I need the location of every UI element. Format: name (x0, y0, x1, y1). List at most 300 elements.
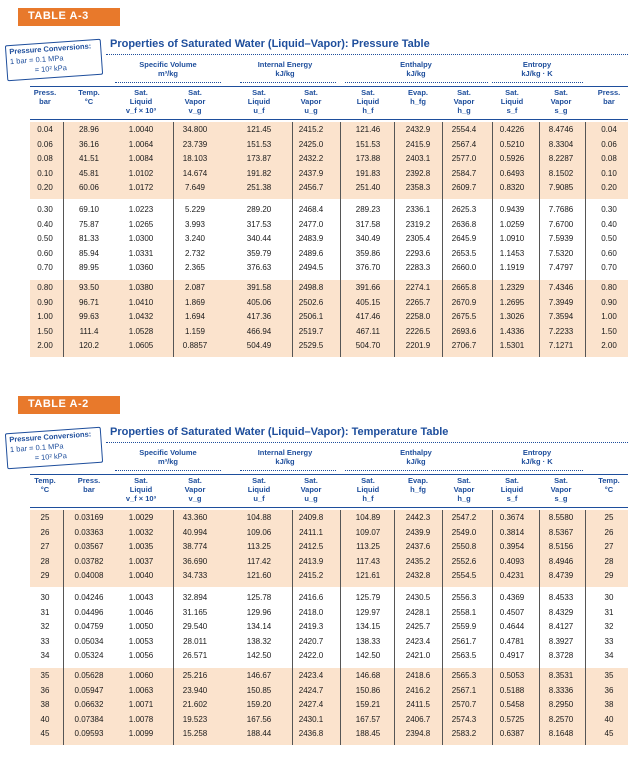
column-header-line2: Vapor (453, 485, 475, 494)
column-header-line3: h_g (457, 106, 471, 115)
column-header-line1: Sat. (554, 476, 568, 485)
table-cell: 2670.9 (451, 297, 477, 307)
title-dotted-rule (106, 442, 628, 443)
table-cell: 99.63 (78, 312, 100, 322)
table-cell: 376.70 (355, 263, 381, 273)
table-cell: 2419.3 (298, 622, 324, 632)
table-cell: 38 (40, 700, 50, 710)
table-cell: 1.0380 (128, 283, 154, 292)
table-cell: 2498.8 (298, 283, 324, 292)
table-cell: 0.9439 (499, 205, 525, 214)
table-cell: 151.53 (246, 139, 272, 149)
table-cell: 1.0300 (128, 234, 154, 244)
table-cell: 2693.6 (451, 326, 477, 336)
table-cell: 32.894 (182, 593, 208, 602)
internal-energy-label: Internal Energy (257, 60, 313, 69)
table-cell: 29 (604, 571, 614, 581)
table-cell: 26.571 (182, 651, 208, 661)
table-cell: 1.694 (184, 312, 206, 322)
table-cell: 1.0037 (128, 556, 154, 566)
table-cell: 121.46 (355, 125, 381, 134)
table-cell: 14.674 (182, 168, 208, 178)
table-cell: 7.9085 (548, 183, 574, 193)
entropy-group-header (477, 448, 597, 466)
table-cell: 1.5301 (499, 341, 525, 351)
column-header-line3: v_f × 10³ (125, 106, 157, 115)
specific-volume-label: Specific Volume (139, 448, 197, 457)
specific-volume-group-header (108, 448, 228, 466)
table-cell: 2554.4 (451, 125, 477, 134)
table-cell: 36 (40, 685, 50, 695)
conversion-line-2: = 10² kPa (34, 451, 68, 463)
table-cell: 167.57 (355, 714, 381, 724)
table-cell: 0.05324 (74, 651, 104, 661)
table-cell: 81.33 (78, 234, 100, 244)
table-cell: 1.0102 (128, 168, 154, 178)
table-cell: 2559.9 (451, 622, 477, 632)
table-cell: 2436.8 (298, 729, 324, 739)
table-cell: 2477.0 (298, 219, 324, 229)
table-cell: 0.04 (601, 125, 617, 134)
table-cell: 391.58 (246, 283, 272, 292)
table-cell: 2609.7 (451, 183, 477, 193)
table-cell: 405.06 (246, 297, 272, 307)
column-divider (63, 122, 64, 357)
table-cell: 1.2695 (499, 297, 525, 307)
column-header (63, 88, 115, 106)
table-cell: 15.258 (182, 729, 208, 739)
table-cell: 28.96 (78, 125, 100, 134)
table-cell: 8.3927 (548, 636, 574, 646)
column-header (167, 476, 223, 503)
specific-volume-units: m³/kg (157, 69, 178, 78)
table-cell: 111.4 (79, 326, 99, 336)
table-cell: 89.95 (78, 263, 100, 273)
table-cell: 2432.8 (405, 571, 431, 581)
table-cell: 0.06632 (74, 700, 104, 710)
table-cell: 18.103 (182, 154, 208, 164)
table-cell: 2.732 (184, 248, 206, 258)
table-cell: 1.1919 (499, 263, 525, 273)
table-cell: 8.2570 (548, 714, 574, 724)
table-cell: 1.0060 (128, 671, 154, 680)
table-cell: 7.649 (184, 183, 206, 193)
title-dotted-rule (106, 54, 628, 55)
table-cell: 31 (604, 607, 614, 617)
table-cell: 2552.6 (451, 556, 477, 566)
table-cell: 2265.7 (405, 297, 431, 307)
table-cell: 2358.3 (405, 183, 431, 193)
table-cell: 2556.3 (451, 593, 477, 602)
table-cell: 2665.8 (451, 283, 477, 292)
header-bottom-rule (30, 507, 628, 508)
table-cell: 0.09593 (74, 729, 104, 739)
table-cell: 41.51 (78, 154, 100, 164)
table-cell: 359.79 (246, 248, 272, 258)
table-cell: 1.0029 (128, 513, 154, 522)
table-cell: 1.159 (184, 326, 206, 336)
column-header (343, 88, 393, 115)
table-cell: 0.40 (601, 219, 617, 229)
table-cell: 2565.3 (451, 671, 477, 680)
table-cell: 2.365 (184, 263, 206, 273)
table-cell: 2418.0 (298, 607, 324, 617)
column-header-line3: h_f (362, 106, 374, 115)
column-header-line1: Sat. (361, 88, 375, 97)
column-header-line3: °C (84, 97, 94, 106)
table-cell: 1.869 (184, 297, 206, 307)
column-header-line2: Vapor (300, 97, 322, 106)
table-cell: 2226.5 (405, 326, 431, 336)
table-cell: 19.523 (182, 714, 208, 724)
table-cell: 142.50 (355, 651, 381, 661)
table-cell: 8.5580 (548, 513, 574, 522)
column-header-line2: Liquid (247, 485, 271, 494)
table-cell: 466.94 (246, 326, 272, 336)
column-header (25, 88, 65, 106)
table-cell: 251.38 (246, 183, 272, 193)
column-header-line3: °C (604, 485, 614, 494)
table-cell: 159.21 (355, 700, 381, 710)
table-cell: 1.0035 (128, 542, 154, 552)
table-cell: 117.43 (356, 556, 380, 566)
column-header-line2: Liquid (356, 97, 380, 106)
table-cell: 340.49 (355, 234, 381, 244)
table-cell: 7.6700 (548, 219, 574, 229)
table-cell: 2420.7 (298, 636, 324, 646)
table-cell: 0.3674 (499, 513, 525, 522)
table-cell: 2413.9 (298, 556, 324, 566)
table-cell: 0.50 (37, 234, 53, 244)
table-cell: 2.00 (37, 341, 53, 351)
table-cell: 251.40 (355, 183, 381, 193)
column-header (488, 476, 536, 503)
internal-energy-underline (240, 82, 336, 83)
table-cell: 1.0360 (128, 263, 154, 273)
table-cell: 0.5210 (499, 139, 525, 149)
table-cell: 2409.8 (298, 513, 324, 522)
table-cell: 45 (40, 729, 50, 739)
table-cell: 2274.1 (405, 283, 431, 292)
table-cell: 159.20 (246, 700, 272, 710)
table-cell: 2653.5 (451, 248, 477, 258)
table-cell: 2577.0 (451, 154, 477, 164)
table-cell: 5.229 (184, 205, 206, 214)
table-cell: 0.06 (601, 139, 617, 149)
table-cell: 33 (40, 636, 50, 646)
column-header-line1: Sat. (134, 476, 148, 485)
specific-volume-underline (115, 82, 221, 83)
table-cell: 8.4739 (548, 571, 574, 581)
table-cell: 38.774 (182, 542, 208, 552)
table-cell: 0.03567 (74, 542, 104, 552)
table-cell: 7.4346 (548, 283, 574, 292)
table-cell: 60.06 (78, 183, 100, 193)
table-cell: 0.90 (601, 297, 617, 307)
conversion-line-1: 1 bar = 0.1 MPa (9, 53, 64, 67)
table-cell: 0.4369 (499, 593, 525, 602)
column-header (589, 88, 629, 106)
table-cell: 1.0265 (128, 219, 154, 229)
table-cell: 2305.4 (405, 234, 431, 244)
table-cell: 7.1271 (548, 341, 574, 351)
table-cell: 504.70 (355, 341, 381, 351)
table-cell: 1.0099 (128, 729, 154, 739)
table-cell: 2416.2 (405, 685, 431, 695)
column-divider (340, 122, 341, 357)
table-cell: 0.10 (37, 168, 53, 178)
table-cell: 7.3949 (548, 297, 574, 307)
table-cell: 43.360 (182, 513, 208, 522)
table-cell: 2319.2 (405, 219, 431, 229)
table-cell: 129.96 (246, 607, 272, 617)
table-cell: 2411.5 (406, 700, 430, 710)
table-cell: 2550.8 (451, 542, 477, 552)
entropy-units: kJ/kg · K (521, 457, 553, 466)
table-cell: 0.20 (601, 183, 617, 193)
column-header-line1: Sat. (505, 88, 519, 97)
table-cell: 1.4336 (499, 326, 525, 336)
column-header (536, 88, 586, 115)
table-cell: 2660.0 (451, 263, 477, 273)
table-cell: 188.44 (246, 729, 272, 739)
table-cell: 2583.2 (451, 729, 477, 739)
internal-energy-label: Internal Energy (257, 448, 313, 457)
table-cell: 0.60 (601, 248, 617, 258)
table-cell: 2416.6 (298, 593, 324, 602)
table-cell: 38 (604, 700, 614, 710)
table-cell: 191.83 (355, 168, 381, 178)
table-cell: 0.90 (37, 297, 53, 307)
table-cell: 23.739 (182, 139, 208, 149)
table-cell: 1.0063 (128, 685, 154, 695)
table-cell: 121.61 (355, 571, 381, 581)
table-cell: 8.3531 (548, 671, 574, 680)
column-header-line1: Sat. (188, 88, 202, 97)
table-cell: 0.40 (37, 219, 53, 229)
column-divider (585, 122, 586, 357)
table-cell: 2468.4 (298, 205, 324, 214)
column-header-line3: h_fg (410, 97, 426, 106)
column-header (440, 88, 488, 115)
table-cell: 0.5053 (499, 671, 525, 680)
column-divider (394, 510, 395, 745)
table-cell: 8.5156 (548, 542, 574, 552)
table-cell: 504.49 (246, 341, 272, 351)
table-cell: 75.87 (78, 219, 100, 229)
table-cell: 142.50 (246, 651, 272, 661)
table-cell: 125.78 (246, 593, 272, 602)
table-cell: 2483.9 (298, 234, 324, 244)
column-header-line3: v_g (188, 494, 202, 503)
table-cell: 2422.0 (298, 651, 324, 661)
table-cell: 0.05947 (74, 685, 104, 695)
column-header-line2: Press. (77, 476, 101, 485)
table-cell: 69.10 (78, 205, 100, 214)
table-cell: 2437.9 (298, 168, 324, 178)
table-cell: 1.2329 (499, 283, 525, 292)
table-cell: 1.50 (601, 326, 617, 336)
column-header-line3: s_f (506, 494, 518, 503)
table-cell: 1.0040 (128, 571, 154, 581)
table-cell: 8.4533 (548, 593, 574, 602)
table-cell: 167.56 (246, 714, 272, 724)
table-cell: 2418.6 (405, 671, 431, 680)
entropy-label: Entropy (522, 60, 552, 69)
specific-volume-group-header (108, 60, 228, 78)
column-header (113, 88, 169, 115)
table-cell: 8.3728 (548, 651, 574, 661)
table-cell: 0.5188 (499, 685, 525, 695)
column-header (394, 88, 442, 106)
column-header (233, 476, 285, 503)
table-cell: 8.2287 (548, 154, 574, 164)
column-header-line2: Vapor (300, 485, 322, 494)
table-cell: 2549.0 (451, 527, 477, 537)
table-cell: 138.32 (246, 636, 272, 646)
header-top-rule (30, 474, 628, 475)
column-header-line3: h_f (362, 494, 374, 503)
column-header-line1: Sat. (252, 476, 266, 485)
table-cell: 2636.8 (451, 219, 477, 229)
table-cell: 1.0259 (499, 219, 525, 229)
column-header-line3: v_g (188, 106, 202, 115)
column-header (440, 476, 488, 503)
table-cell: 1.0040 (128, 125, 154, 134)
table-cell: 0.80 (37, 283, 53, 292)
table-cell: 25 (604, 513, 614, 522)
table-cell: 45 (604, 729, 614, 739)
column-header-line1: Sat. (554, 88, 568, 97)
table-cell: 376.63 (246, 263, 272, 273)
table-cell: 28 (604, 556, 614, 566)
column-header-line2: Temp. (34, 476, 56, 485)
column-header-line2: Temp. (78, 88, 100, 97)
table-cell: 188.45 (355, 729, 381, 739)
table-cell: 0.4093 (499, 556, 525, 566)
table-cell: 2430.5 (405, 593, 431, 602)
table-cell: 40.994 (182, 527, 208, 537)
table-cell: 1.0432 (128, 312, 154, 322)
table-cell: 1.0223 (128, 205, 154, 214)
table-cell: 0.03169 (74, 513, 104, 522)
table-cell: 467.11 (356, 326, 380, 336)
internal-energy-units: kJ/kg (275, 457, 295, 466)
table-cell: 173.87 (246, 154, 272, 164)
table-cell: 8.4946 (548, 556, 574, 566)
column-header (287, 88, 335, 115)
column-header-line2: Vapor (184, 485, 206, 494)
column-header-line3: h_g (457, 494, 471, 503)
column-header (536, 476, 586, 503)
specific-volume-underline (115, 470, 221, 471)
entropy-group-header (477, 60, 597, 78)
table-cell: 2625.3 (451, 205, 477, 214)
column-header-line2: Liquid (129, 97, 153, 106)
table-cell: 0.8320 (499, 183, 525, 193)
table-cell: 0.6493 (499, 168, 525, 178)
table-cell: 1.0053 (128, 636, 154, 646)
internal-energy-underline (240, 470, 336, 471)
column-header-line2: Vapor (184, 97, 206, 106)
table-cell: 129.97 (355, 607, 381, 617)
table-cell: 0.5725 (499, 714, 525, 724)
column-header (394, 476, 442, 494)
entropy-underline (492, 82, 583, 83)
table-cell: 2558.1 (451, 607, 477, 617)
table-cell: 40 (604, 714, 614, 724)
table-cell: 34.733 (182, 571, 208, 581)
column-header (343, 476, 393, 503)
enthalpy-label: Enthalpy (400, 60, 432, 69)
table-cell: 2561.7 (451, 636, 477, 646)
column-header-line1: Sat. (361, 476, 375, 485)
column-header-line2: Vapor (550, 485, 572, 494)
table-cell: 35 (40, 671, 50, 680)
column-header-line3: h_fg (410, 485, 426, 494)
column-header-line3: u_g (304, 106, 318, 115)
table-cell: 26 (40, 527, 50, 537)
table-cell: 2412.5 (298, 542, 324, 552)
table-cell: 21.602 (182, 700, 208, 710)
table-a2-tag: TABLE A-2 (18, 396, 120, 414)
column-header-line1: Sat. (304, 476, 318, 485)
table-cell: 1.0528 (128, 326, 154, 336)
table-cell: 2547.2 (451, 513, 477, 522)
table-a3-block (0, 8, 639, 360)
table-cell: 109.07 (355, 527, 381, 537)
table-cell: 45.81 (78, 168, 100, 178)
table-cell: 1.0331 (128, 248, 154, 258)
table-cell: 0.5458 (499, 700, 525, 710)
column-divider (394, 122, 395, 357)
column-header (488, 88, 536, 115)
column-divider (63, 510, 64, 745)
table-cell: 2423.4 (405, 636, 431, 646)
column-header (167, 88, 223, 115)
table-cell: 1.00 (37, 312, 53, 322)
table-cell: 8.1502 (548, 168, 574, 178)
table-cell: 8.4329 (548, 607, 574, 617)
table-cell: 359.86 (355, 248, 381, 258)
enthalpy-group-header (356, 60, 476, 78)
table-cell: 0.3814 (499, 527, 525, 537)
table-cell: 1.0078 (128, 714, 154, 724)
table-cell: 7.3594 (548, 312, 574, 322)
table-cell: 125.79 (355, 593, 381, 602)
table-cell: 8.4746 (548, 125, 574, 134)
column-header-line2: Liquid (356, 485, 380, 494)
table-cell: 2489.6 (298, 248, 324, 258)
table-cell: 150.86 (355, 685, 381, 695)
table-cell: 1.0064 (128, 139, 154, 149)
column-header (25, 476, 65, 494)
table-cell: 146.68 (355, 671, 381, 680)
table-cell: 27 (604, 542, 614, 552)
table-cell: 109.06 (246, 527, 272, 537)
column-header (287, 476, 335, 503)
table-cell: 33 (604, 636, 614, 646)
column-header (113, 476, 169, 503)
table-cell: 27 (40, 542, 50, 552)
table-cell: 31 (40, 607, 50, 617)
table-cell: 2415.2 (298, 571, 324, 581)
table-cell: 2427.4 (298, 700, 324, 710)
table-cell: 34 (604, 651, 614, 661)
table-cell: 1.0410 (128, 297, 154, 307)
column-header-line3: bar (603, 97, 615, 106)
table-cell: 2.00 (601, 341, 617, 351)
